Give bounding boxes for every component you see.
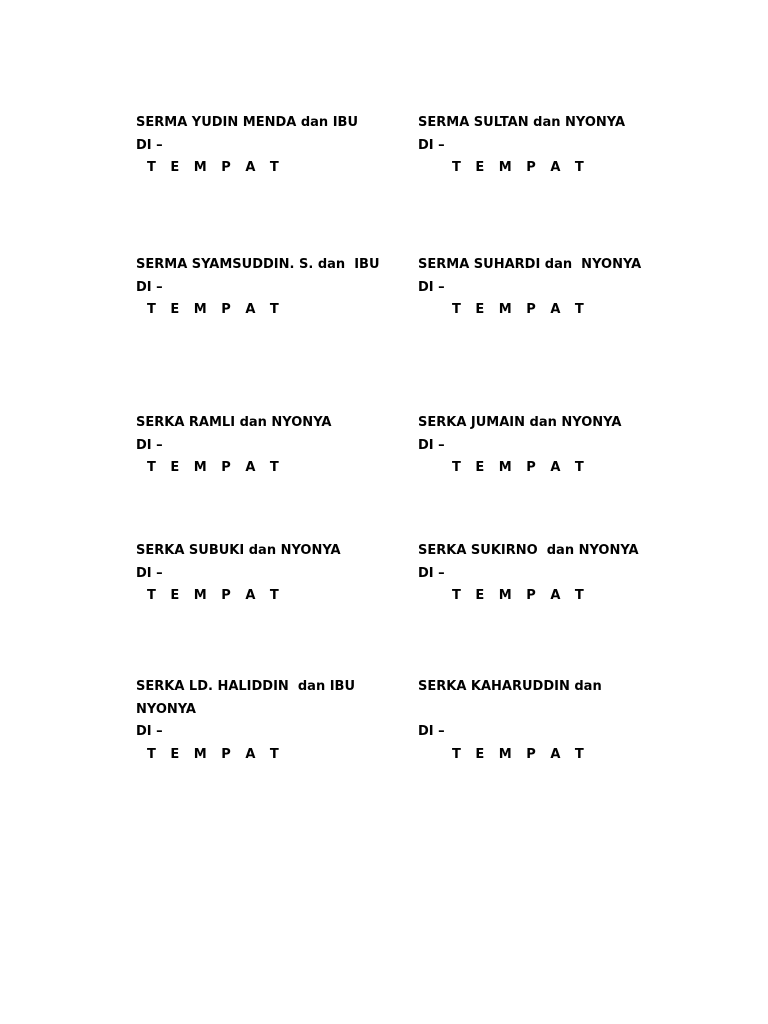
address-label (136, 412, 396, 480)
di-line: DI – (418, 137, 445, 153)
address-label (418, 540, 678, 608)
recipient-name: SERMA SUHARDI dan NYONYA (418, 257, 642, 272)
recipient-name: SERMA SULTAN dan NYONYA (418, 115, 626, 130)
tempat-line: T E M P A T (147, 460, 284, 475)
recipient-name-continued (418, 699, 678, 722)
recipient-name: SERKA LD. HALIDDIN dan IBU (136, 679, 356, 694)
recipient-name: SERMA SYAMSUDDIN. S. dan IBU (136, 257, 380, 272)
recipient-name: SERKA SUBUKI dan NYONYA (136, 543, 341, 558)
recipient-name: SERKA SUKIRNO dan NYONYA (418, 543, 639, 558)
address-label (136, 676, 396, 766)
di-line: DI – (136, 437, 163, 453)
di-line: DI – (418, 279, 445, 295)
recipient-name: SERKA RAMLI dan NYONYA (136, 415, 332, 430)
address-label (418, 412, 678, 480)
tempat-line: T E M P A T (147, 302, 284, 317)
tempat-line: T E M P A T (452, 302, 589, 317)
di-line: DI – (136, 137, 163, 153)
address-label (418, 112, 678, 180)
tempat-line: T E M P A T (147, 746, 284, 762)
recipient-name: SERKA JUMAIN dan NYONYA (418, 415, 622, 430)
address-label (136, 112, 396, 180)
tempat-line: T E M P A T (452, 460, 589, 475)
recipient-name-continued: NYONYA (136, 701, 196, 717)
tempat-line: T E M P A T (452, 588, 589, 603)
di-line: DI – (418, 724, 445, 739)
di-line: DI – (136, 565, 163, 581)
address-label (136, 254, 396, 322)
recipient-name: SERMA YUDIN MENDA dan IBU (136, 115, 359, 130)
di-line: DI – (418, 437, 445, 453)
di-line: DI – (136, 724, 163, 739)
recipient-name: SERKA KAHARUDDIN dan (418, 679, 602, 694)
tempat-line: T E M P A T (452, 746, 589, 762)
address-label (418, 254, 678, 322)
tempat-line: T E M P A T (147, 160, 284, 175)
tempat-line: T E M P A T (147, 588, 284, 603)
address-label (136, 540, 396, 608)
tempat-line: T E M P A T (452, 160, 589, 175)
di-line: DI – (418, 565, 445, 581)
address-label (418, 676, 678, 766)
di-line: DI – (136, 279, 163, 295)
